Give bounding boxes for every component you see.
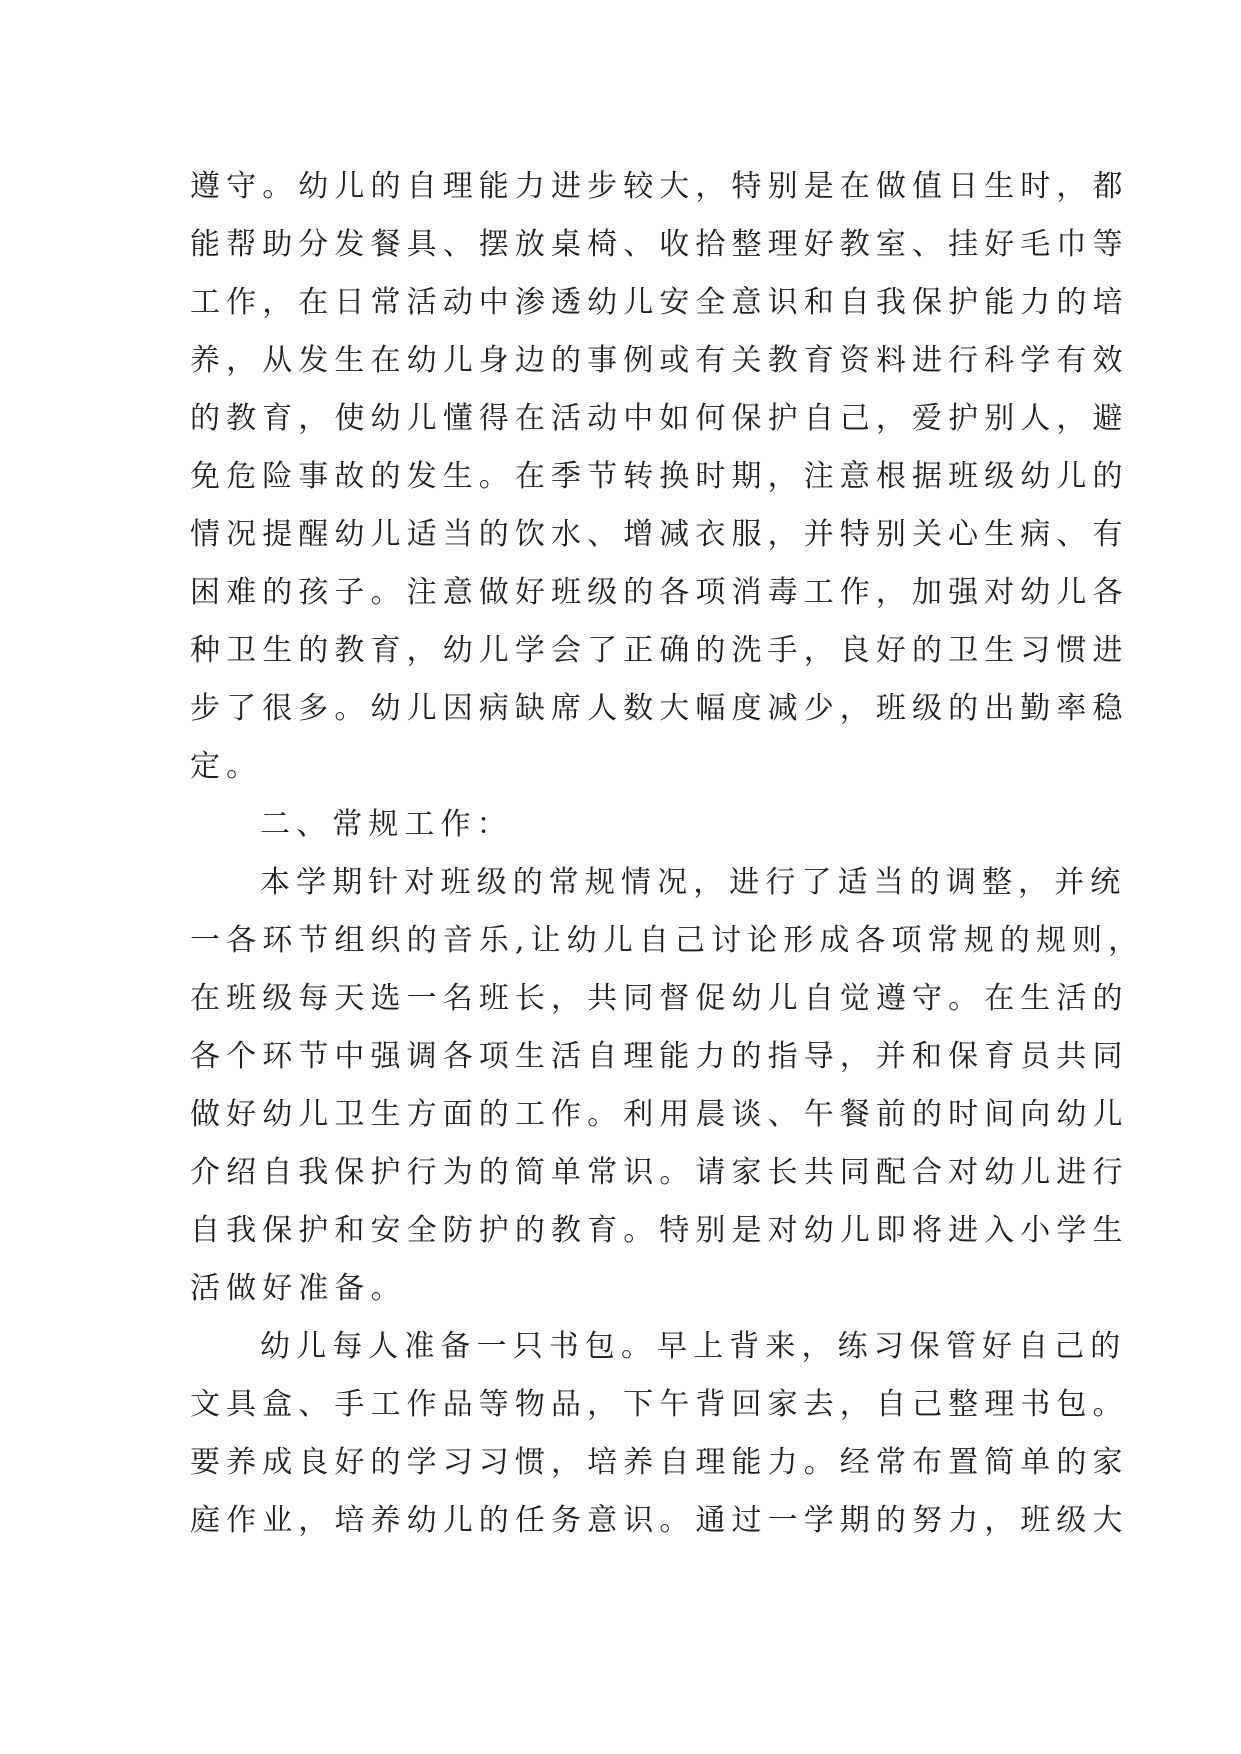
text-line: 定。 — [190, 749, 263, 784]
text-line: 工作，在日常活动中渗透幼儿安全意识和自我保护能力的培 — [190, 285, 1129, 320]
text-line: 步了很多。幼儿因病缺席人数大幅度减少，班级的出勤率稳 — [190, 691, 1129, 726]
text-line: 活做好准备。 — [190, 1271, 407, 1306]
text-line: 幼儿每人准备一只书包。早上背来，练习保管好自己的 — [260, 1329, 1127, 1364]
text-line: 做好幼儿卫生方面的工作。利用晨谈、午餐前的时间向幼儿 — [190, 1097, 1129, 1132]
text-line: 在班级每天选一名班长，共同督促幼儿自觉遵守。在生活的 — [190, 981, 1129, 1016]
text-line: 自我保护和安全防护的教育。特别是对幼儿即将进入小学生 — [190, 1213, 1129, 1248]
text-line: 困难的孩子。注意做好班级的各项消毒工作，加强对幼儿各 — [190, 575, 1129, 610]
text-line: 情况提醒幼儿适当的饮水、增减衣服，并特别关心生病、有 — [190, 517, 1129, 552]
text-line: 种卫生的教育，幼儿学会了正确的洗手，良好的卫生习惯进 — [190, 633, 1129, 668]
text-line: 要养成良好的学习习惯，培养自理能力。经常布置简单的家 — [190, 1445, 1129, 1480]
text-line: 免危险事故的发生。在季节转换时期，注意根据班级幼儿的 — [190, 459, 1129, 494]
text-line: 本学期针对班级的常规情况，进行了适当的调整，并统 — [260, 865, 1127, 900]
document-body — [190, 158, 1145, 1550]
text-line: 庭作业，培养幼儿的任务意识。通过一学期的努力，班级大 — [190, 1503, 1129, 1538]
text-line: 各个环节中强调各项生活自理能力的指导，并和保育员共同 — [190, 1039, 1129, 1074]
text-line: 遵守。幼儿的自理能力进步较大，特别是在做值日生时，都 — [190, 169, 1129, 204]
text-line: 介绍自我保护行为的简单常识。请家长共同配合对幼儿进行 — [190, 1155, 1129, 1190]
text-line: 的教育，使幼儿懂得在活动中如何保护自己，爱护别人，避 — [190, 401, 1129, 436]
text-line: 一各环节组织的音乐,让幼儿自己讨论形成各项常规的规则， — [190, 923, 1145, 958]
text-line: 文具盒、手工作品等物品，下午背回家去，自己整理书包。 — [190, 1387, 1129, 1422]
text-line: 养，从发生在幼儿身边的事例或有关教育资料进行科学有效 — [190, 343, 1129, 378]
text-line: 能帮助分发餐具、摆放桌椅、收拾整理好教室、挂好毛巾等 — [190, 227, 1129, 262]
text-line: 二、常规工作： — [260, 807, 513, 842]
